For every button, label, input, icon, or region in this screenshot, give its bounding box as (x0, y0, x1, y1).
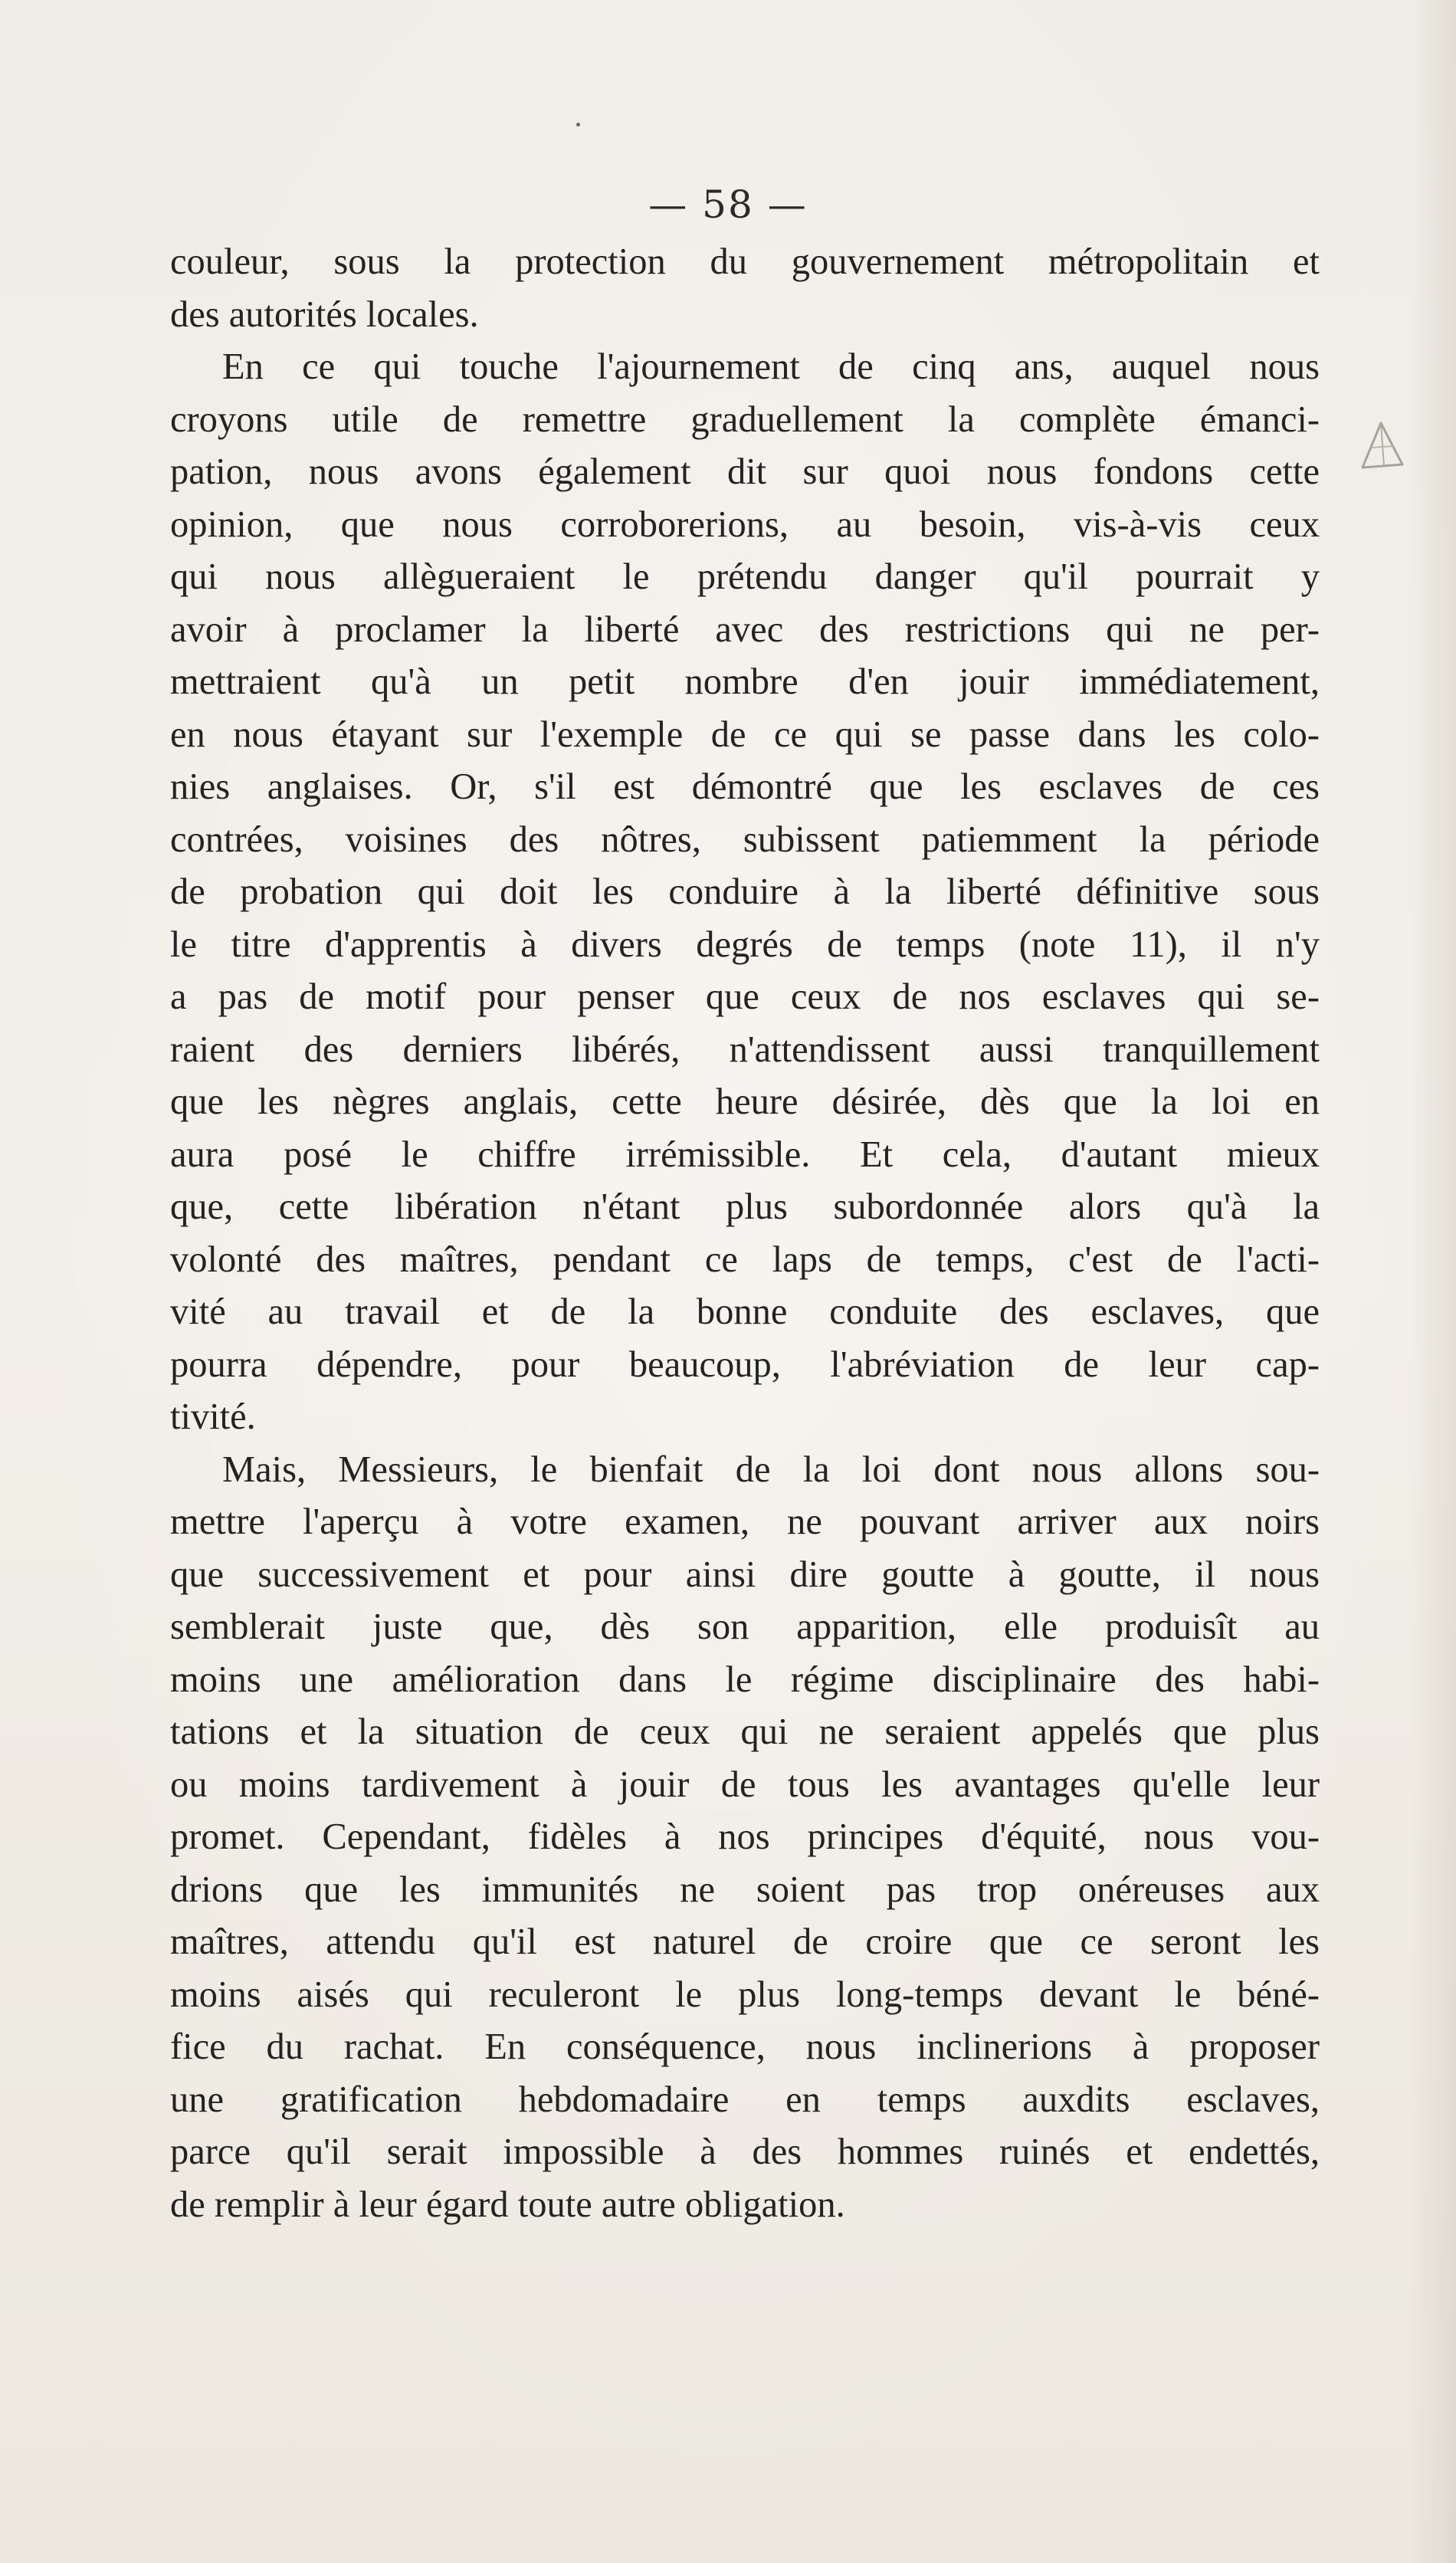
text-line: drions que les immunités ne soient pas trop onéreuses aux (170, 1869, 1320, 1910)
page-edge-shadow (1410, 0, 1456, 2563)
text-line: moins aisés qui reculeront le plus long-temps devant le béné- (170, 1974, 1320, 2015)
body-text (170, 236, 1320, 2231)
text-line: tations et la situation de ceux qui ne seraient appelés que plus (170, 1711, 1320, 1752)
text-line: raient des derniers libérés, n'attendissent aussi tranquillement (170, 1029, 1320, 1070)
ink-speck (576, 123, 580, 126)
text-line: pation, nous avons également dit sur quoi nous fondons cette (170, 451, 1320, 492)
text-line: ou moins tardivement à jouir de tous les avantages qu'elle leur (170, 1764, 1320, 1805)
text-line: que, cette libération n'étant plus subordonnée alors qu'à la (170, 1186, 1320, 1227)
text-line: le titre d'apprentis à divers degrés de temps (note 11), il n'y (170, 924, 1320, 965)
text-line: Mais, Messieurs, le bienfait de la loi dont nous allons sou- (222, 1449, 1320, 1490)
text-line: vité au travail et de la bonne conduite des esclaves, que (170, 1291, 1320, 1332)
text-line: opinion, que nous corroborerions, au besoin, vis-à-vis ceux (170, 504, 1320, 545)
text-line: semblerait juste que, dès son apparition, elle produisît au (170, 1606, 1320, 1647)
text-line: tivité. (170, 1396, 256, 1437)
text-line: croyons utile de remettre graduellement la complète émanci- (170, 399, 1320, 440)
text-line: avoir à proclamer la liberté avec des restrictions qui ne per- (170, 609, 1320, 650)
text-line: contrées, voisines des nôtres, subissent patiemment la période (170, 819, 1320, 860)
text-line: En ce qui touche l'ajournement de cinq ans, auquel nous (222, 346, 1320, 387)
text-line: mettre l'aperçu à votre examen, ne pouvant arriver aux noirs (170, 1501, 1320, 1542)
text-line: en nous étayant sur l'exemple de ce qui se passe dans les colo- (170, 714, 1320, 755)
pencil-triangle-mark (1358, 420, 1407, 474)
text-line: parce qu'il serait impossible à des hommes ruinés et endettés, (170, 2131, 1320, 2172)
text-line: couleur, sous la protection du gouvernement métropolitain et (170, 241, 1320, 282)
text-line: maîtres, attendu qu'il est naturel de croire que ce seront les (170, 1921, 1320, 1962)
text-line: qui nous allègueraient le prétendu danger qu'il pourrait y (170, 556, 1320, 597)
text-line: de remplir à leur égard toute autre obligation. (170, 2184, 845, 2225)
text-line: volonté des maîtres, pendant ce laps de temps, c'est de l'acti- (170, 1239, 1320, 1280)
text-line: mettraient qu'à un petit nombre d'en jouir immédiatement, (170, 661, 1320, 702)
text-line: de probation qui doit les conduire à la liberté définitive sous (170, 871, 1320, 912)
page-number: — 58 — (648, 182, 808, 227)
text-line: une gratification hebdomadaire en temps auxdits esclaves, (170, 2079, 1320, 2120)
text-line: que successivement et pour ainsi dire goutte à goutte, il nous (170, 1554, 1320, 1595)
text-line: que les nègres anglais, cette heure désirée, dès que la loi en (170, 1081, 1320, 1122)
text-line: des autorités locales. (170, 294, 479, 335)
text-line: nies anglaises. Or, s'il est démontré que les esclaves de ces (170, 766, 1320, 807)
text-line: promet. Cependant, fidèles à nos principes d'équité, nous vou- (170, 1816, 1320, 1857)
text-line: a pas de motif pour penser que ceux de nos esclaves qui se- (170, 976, 1320, 1017)
text-line: fice du rachat. En conséquence, nous inclinerions à proposer (170, 2026, 1320, 2067)
text-line: moins une amélioration dans le régime disciplinaire des habi- (170, 1659, 1320, 1700)
text-line: pourra dépendre, pour beaucoup, l'abréviation de leur cap- (170, 1344, 1320, 1385)
text-line: aura posé le chiffre irrémissible. Et cela, d'autant mieux (170, 1134, 1320, 1175)
